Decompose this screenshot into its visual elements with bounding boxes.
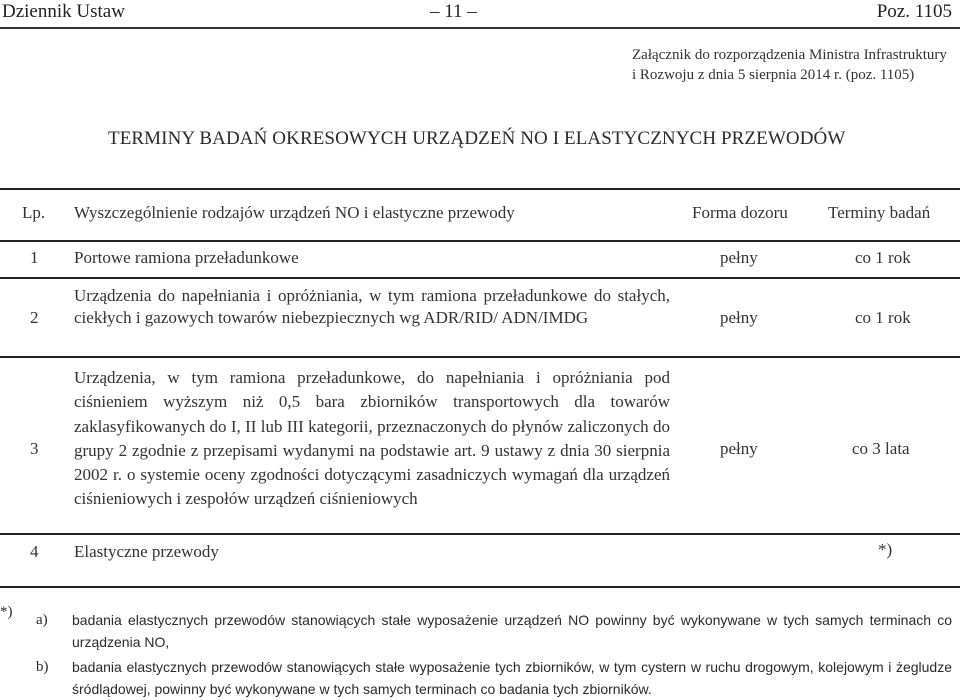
footnote-marker: *) [0,604,13,620]
row-lp: 2 [30,308,39,327]
row-description: Urządzenia do napełniania i opróżniania, w tym ramiona przeładunkowe do stałych, ciekłych i gazowych towarów niebezpiecznych wg ADR/RID/ ADN/IMDG [74,286,670,327]
row-description: Portowe ramiona przeładunkowe [74,248,299,267]
row-divider [0,277,960,279]
column-header-terms: Terminy badań [828,203,931,222]
row-supervision: pełny [720,308,758,327]
footnote-text: badania elastycznych przewodów stanowiących stałe wyposażenie urządzeń NO powinny być wykonywane w tych samych terminach co urządzenia NO, [72,612,952,650]
footnote-text: badania elastycznych przewodów stanowiących stałe wyposażenie tych zbiorników, w tym cystern w ruchu drogowym, kolejowym i żegludze śródlądowej, powinny być wykonywane w tych samych terminach co badania tych zbiorników. [72,659,952,697]
row-divider [0,533,960,535]
annex-note-line-2: i Rozwoju z dnia 5 sierpnia 2014 r. (poz. 1105) [632,67,915,83]
column-header-description: Wyszczególnienie rodzajów urządzeń NO i elastyczne przewody [74,203,515,222]
table-top-rule [0,188,960,190]
page-number: – 11 – [430,1,477,22]
row-terms-footnote-ref: *) [878,540,893,559]
footnote-key: a) [36,612,48,628]
row-terms: co 1 rok [855,308,911,327]
row-supervision: pełny [720,439,758,458]
header-divider [0,27,960,29]
row-lp: 3 [30,439,39,458]
position-number: Poz. 1105 [876,1,952,22]
row-lp: 4 [30,542,39,561]
annex-note-line-1: Załącznik do rozporządzenia Ministra Infrastruktury [632,47,947,63]
column-header-supervision: Forma dozoru [692,203,788,222]
row-lp: 1 [30,248,39,267]
row-terms: co 1 rok [855,248,911,267]
document-title: TERMINY BADAŃ OKRESOWYCH URZĄDZEŃ NO I ELASTYCZNYCH PRZEWODÓW [108,128,846,149]
table-header-rule [0,240,960,242]
row-description: Elastyczne przewody [74,542,219,561]
row-terms: co 3 lata [852,439,910,458]
footnote-key: b) [36,659,49,675]
page-header [0,0,960,28]
annex-note [632,45,952,85]
footnote-divider [0,586,960,588]
row-supervision: pełny [720,248,758,267]
journal-name: Dziennik Ustaw [2,1,125,22]
row-divider [0,356,960,358]
row-description: Urządzenia, w tym ramiona przeładunkowe, do napełniania i opróżniania pod ciśnieniem wyższym niż 0,5 bara zbiorników transportowych dla towarów zaklasyfikowanych do I, II lub III kategorii, przeznaczonych do płynów zaliczonych do grupy 2 zgodnie z przepisami wydanymi na podstawie art. 9 ustawy z dnia 30 sierpnia 2002 r. o systemie oceny zgodności dotyczącymi zasadniczych wymagań dla urządzeń ciśnieniowych i zespołów urządzeń ciśnieniowych [74,368,670,509]
column-header-lp: Lp. [22,203,46,222]
